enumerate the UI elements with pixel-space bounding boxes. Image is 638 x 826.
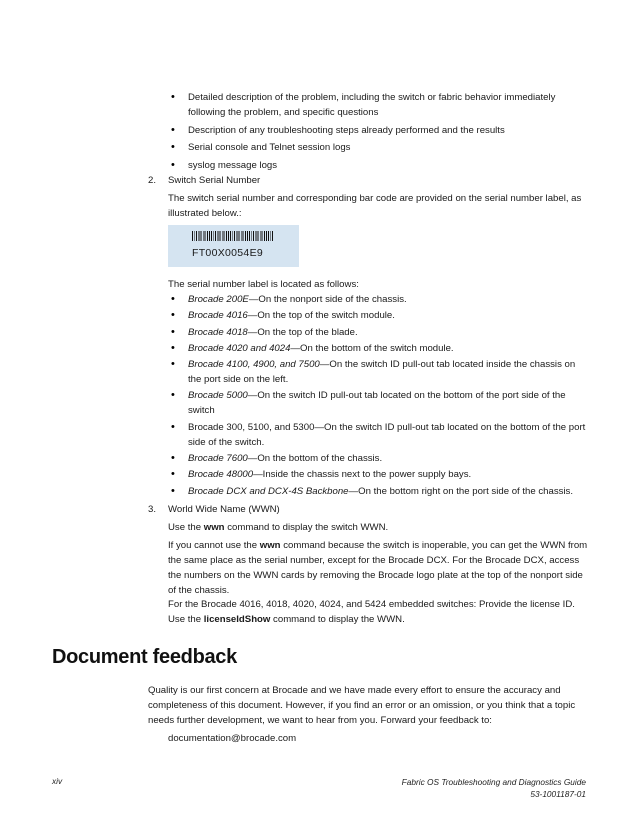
footer-title: Fabric OS Troubleshooting and Diagnostics Guide — [401, 777, 586, 787]
bullet-icon: • — [171, 123, 175, 136]
item-2-heading: 2. Switch Serial Number — [148, 175, 261, 186]
serial-number-label — [168, 225, 299, 267]
list-item: • Serial console and Telnet session logs — [171, 141, 351, 153]
bullet-icon: • — [171, 293, 175, 305]
list-item: • Brocade 5000—On the switch ID pull-out tab located on the bottom of the port side of the switch — [171, 389, 566, 417]
bullet-icon: • — [171, 484, 175, 497]
licenseidshow-command: licenseIdShow — [203, 614, 271, 625]
location-intro: The serial number label is located as follows: — [168, 279, 359, 290]
page-number: xiv — [52, 776, 63, 786]
list-item: • Brocade 4016—On the top of the switch module. — [171, 309, 395, 322]
list-item: • Brocade 7600—On the bottom of the chassis. — [171, 452, 383, 465]
list-item: • Detailed description of the problem, including the switch or fabric behavior immediately following the problem, and specific questions — [171, 91, 556, 118]
serial-number-text: FT00X0054E9 — [192, 247, 264, 259]
serial-description: The switch serial number and corresponding bar code are provided on the serial number label, as illustrated below.: — [168, 193, 582, 219]
feedback-email: documentation@brocade.com — [168, 733, 297, 744]
bullet-icon: • — [171, 341, 175, 354]
bullet-icon: • — [171, 141, 175, 153]
info-bullet-list — [168, 90, 588, 175]
footer-doc-number: 53-1001187-01 — [530, 789, 586, 799]
list-item: • Brocade DCX and DCX-4S Backbone—On the bottom right on the port side of the chassis. — [171, 484, 574, 497]
list-item: • Brocade 4018—On the top of the blade. — [171, 325, 358, 338]
wwn-paragraph-3: For the Brocade 4016, 4018, 4020, 4024, and 5424 embedded switches: Provide the license ID. Use the licenseIdShow command to display the WWN. — [168, 599, 575, 625]
wwn-paragraph-2: If you cannot use the wwn command because the switch is inoperable, you can get the WWN from the same place as the serial number, except for the Brocade DCX. For the Brocade DCX, access the numbers on the WWN cards by removing the Brocade logo plate at the top of the nonport side of the chassis. — [168, 540, 588, 596]
location-bullet-list — [168, 292, 588, 500]
wwn-paragraph-1: Use the wwn command to display the switch WWN. — [168, 522, 389, 533]
bullet-icon: • — [171, 309, 175, 322]
list-item: • Description of any troubleshooting steps already performed and the results — [171, 123, 505, 136]
footer-doc-info — [402, 776, 586, 800]
wwn-command: wwn — [203, 522, 225, 533]
bullet-icon: • — [171, 420, 175, 433]
item-3-heading: 3. World Wide Name (WWN) — [148, 504, 280, 515]
bullet-icon: • — [171, 158, 175, 171]
bullet-icon: • — [171, 452, 175, 465]
list-item: • Brocade 4100, 4900, and 7500—On the switch ID pull-out tab located inside the chassis on the port side on the left. — [171, 358, 576, 386]
barcode-image — [192, 231, 274, 241]
bullet-icon: • — [171, 389, 175, 402]
bullet-icon: • — [171, 91, 175, 103]
list-item: • Brocade 48000—Inside the chassis next to the power supply bays. — [171, 468, 472, 481]
list-item: • Brocade 4020 and 4024—On the bottom of the switch module. — [171, 341, 454, 354]
list-item: • Brocade 200E—On the nonport side of the chassis. — [171, 293, 407, 305]
feedback-body: Quality is our first concern at Brocade and we have made every effort to ensure the accuracy and completeness of this document. However, if you find an error or an omission, or you think that a topic needs further development, we want to hear from you. Forward your feedback to: — [148, 685, 576, 726]
list-item: • Brocade 300, 5100, and 5300—On the switch ID pull-out tab located on the bottom of the port side of the switch. — [171, 420, 586, 448]
bullet-icon: • — [171, 325, 175, 338]
bullet-icon: • — [171, 358, 175, 371]
list-item: • syslog message logs — [171, 158, 278, 171]
bullet-icon: • — [171, 468, 175, 481]
section-heading: Document feedback — [52, 646, 237, 668]
wwn-command: wwn — [259, 540, 281, 551]
